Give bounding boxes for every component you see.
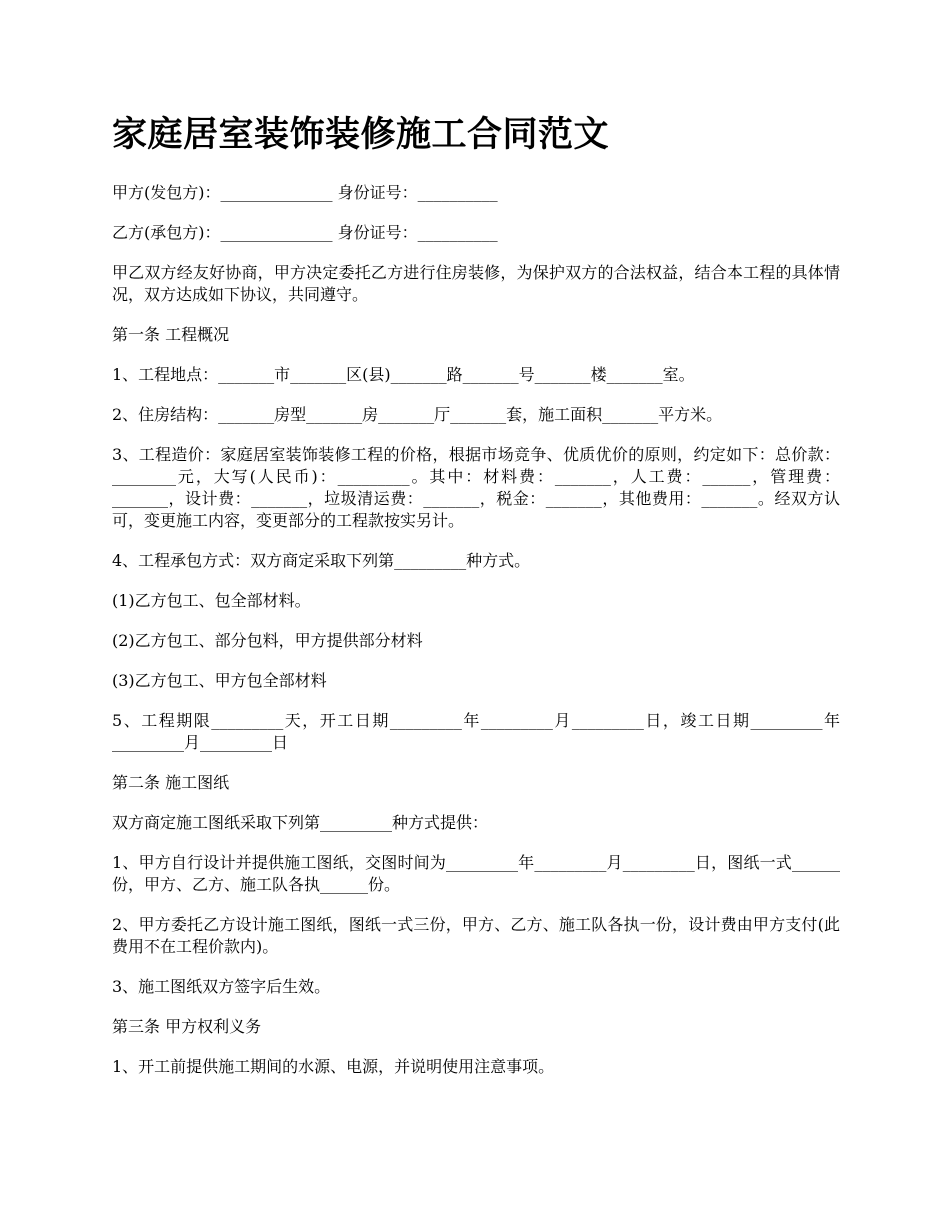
- clause-project-location: 1、工程地点：_______市_______区(县)_______路_______号_______楼_______室。: [112, 365, 695, 384]
- drawings-option-3: 3、施工图纸双方签字后生效。: [112, 977, 331, 996]
- clause-contract-mode: 4、工程承包方式：双方商定采取下列第_________种方式。: [112, 551, 531, 570]
- drawings-option-1: 1、甲方自行设计并提供施工图纸，交图时间为_________年_________月_________日，图纸一式______份，甲方、乙方、施工队各执______份。: [112, 853, 840, 894]
- article-3-heading: 第三条 甲方权利义务: [112, 1017, 262, 1036]
- contract-mode-option-2: (2)乙方包工、部分包料，甲方提供部分材料: [112, 631, 423, 650]
- party-b-line: 乙方(承包方)：______________ 身份证号：__________: [112, 223, 498, 242]
- contract-mode-option-1: (1)乙方包工、包全部材料。: [112, 591, 311, 610]
- drawings-intro: 双方商定施工图纸采取下列第_________种方式提供：: [112, 813, 489, 832]
- clause-project-cost: 3、工程造价：家庭居室装饰装修工程的价格，根据市场竞争、优质优价的原则，约定如下：总价款：________元，大写(人民币)：_________。其中：材料费：_______，人工费：______，管理费：_______，设计费：_______，垃圾清运费：_______，税金：_______，其他费用：_______。经双方认可，变更施工内容，变更部分的工程款按实另计。: [112, 445, 840, 530]
- preamble-paragraph: 甲乙双方经友好协商，甲方决定委托乙方进行住房装修，为保护双方的合法权益，结合本工程的具体情况，双方达成如下协议，共同遵守。: [112, 263, 840, 304]
- party-a-line: 甲方(发包方)：______________ 身份证号：__________: [112, 183, 498, 202]
- document-title: 家庭居室装饰装修施工合同范文: [112, 114, 610, 155]
- article-2-heading: 第二条 施工图纸: [112, 773, 230, 792]
- clause-project-period: 5、工程期限_________天，开工日期_________年_________月_________日，竣工日期_________年_________月_________日: [112, 711, 840, 752]
- drawings-option-2: 2、甲方委托乙方设计施工图纸，图纸一式三份，甲方、乙方、施工队各执一份，设计费由甲方支付(此费用不在工程价款内)。: [112, 915, 840, 956]
- party-a-duty-1: 1、开工前提供施工期间的水源、电源，并说明使用注意事项。: [112, 1057, 555, 1076]
- document-body: [112, 182, 840, 1096]
- contract-mode-option-3: (3)乙方包工、甲方包全部材料: [112, 671, 327, 690]
- clause-house-structure: 2、住房结构：_______房型_______房_______厅_______套，施工面积_______平方米。: [112, 405, 723, 424]
- article-1-heading: 第一条 工程概况: [112, 325, 230, 344]
